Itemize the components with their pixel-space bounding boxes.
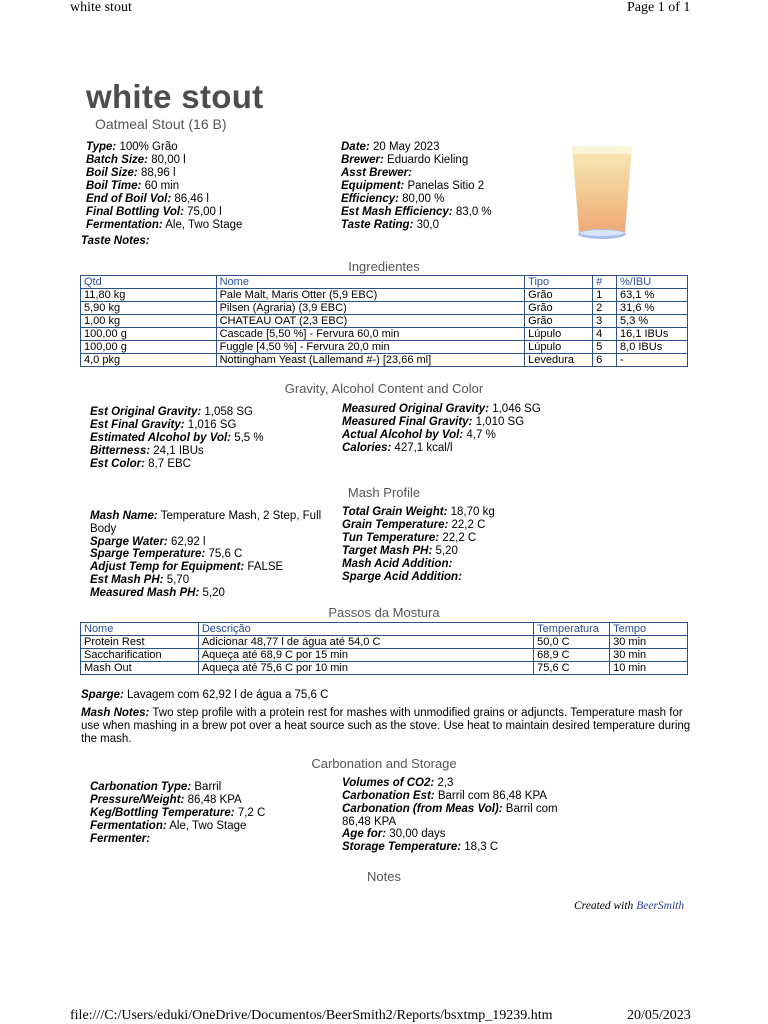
measured-original-gravity: Measured Original Gravity: 1,046 SG — [342, 403, 541, 415]
beersmith-link[interactable]: BeerSmith — [636, 900, 685, 912]
table-cell: - — [617, 354, 688, 367]
table-cell: 31,6 % — [617, 302, 688, 315]
actual-alcohol: Actual Alcohol by Vol: 4,7 % — [342, 429, 496, 441]
table-cell: 4,0 pkg — [81, 354, 217, 367]
table-cell: Aqueça até 68,9 C por 15 min — [198, 649, 533, 662]
mash-notes: Mash Notes: Two step profile with a protein rest for mashes with unmodified grains or adjuncts. Temperature mash for use when mashing in a brew pot over a heat source such as the stove. Use heat to maintain desired temperature during the mash. — [81, 707, 691, 745]
column-header: # — [593, 276, 617, 289]
table-cell: Lúpulo — [525, 341, 593, 354]
mash-steps-table — [80, 622, 688, 675]
print-header-title: white stout — [70, 0, 132, 15]
table-row — [81, 289, 688, 302]
table-cell: Adicionar 48,77 l de água até 54,0 C — [198, 636, 533, 649]
table-cell: 2 — [593, 302, 617, 315]
info-brewer: Brewer: Eduardo Kieling — [341, 154, 469, 166]
sparge-temperature: Sparge Temperature: 75,6 C — [90, 548, 243, 560]
table-cell: 5 — [593, 341, 617, 354]
pressure-weight: Pressure/Weight: 86,48 KPA — [90, 794, 242, 806]
column-header: Tempo — [610, 623, 688, 636]
table-cell: Grão — [525, 302, 593, 315]
table-cell: Grão — [525, 289, 593, 302]
carbonation-type: Carbonation Type: Barril — [90, 781, 222, 793]
calories: Calories: 427,1 kcal/l — [342, 442, 453, 454]
storage-temperature: Storage Temperature: 18,3 C — [342, 841, 499, 853]
table-row — [81, 302, 688, 315]
age-for: Age for: 30,00 days — [342, 828, 446, 840]
column-header: Nome — [216, 276, 525, 289]
table-cell: Pilsen (Agraria) (3,9 EBC) — [216, 302, 525, 315]
info-taste-notes: Taste Notes: — [81, 235, 150, 247]
grain-temperature: Grain Temperature: 22,2 C — [342, 519, 486, 531]
volumes-co2: Volumes of CO2: 2,3 — [342, 777, 454, 789]
est-color: Est Color: 8,7 EBC — [90, 458, 191, 470]
table-header-row — [81, 623, 688, 636]
info-equipment: Equipment: Panelas Sitio 2 — [341, 180, 485, 192]
info-efficiency: Efficiency: 80,00 % — [341, 193, 445, 205]
target-mash-ph: Target Mash PH: 5,20 — [342, 545, 458, 557]
info-boil-size: Boil Size: 88,96 l — [86, 167, 176, 179]
column-header: Descrição — [198, 623, 533, 636]
carb-fermentation: Fermentation: Ale, Two Stage — [90, 820, 247, 832]
info-taste-rating: Taste Rating: 30,0 — [341, 219, 440, 231]
table-cell: 6 — [593, 354, 617, 367]
section-ingredients-title: Ingredientes — [348, 259, 420, 274]
table-cell: 11,80 kg — [81, 289, 217, 302]
table-cell: 1,00 kg — [81, 315, 217, 328]
keg-bottling-temperature: Keg/Bottling Temperature: 7,2 C — [90, 807, 266, 819]
est-final-gravity: Est Final Gravity: 1,016 SG — [90, 419, 237, 431]
table-cell: 5,3 % — [617, 315, 688, 328]
section-notes-title: Notes — [367, 869, 401, 884]
table-cell: Fuggle [4,50 %] - Fervura 20,0 min — [216, 341, 525, 354]
sparge-acid-addition: Sparge Acid Addition: — [342, 571, 462, 583]
table-cell: 68,9 C — [534, 649, 610, 662]
column-header: %/IBU — [617, 276, 688, 289]
est-mash-ph: Est Mash PH: 5,70 — [90, 574, 190, 586]
table-cell: Aqueça até 75,6 C por 10 min — [198, 662, 533, 675]
table-cell: 50,0 C — [534, 636, 610, 649]
table-row — [81, 636, 688, 649]
table-cell: CHATEAU OAT (2,3 EBC) — [216, 315, 525, 328]
sparge-summary: Sparge: Lavagem com 62,92 l de água a 75,6 C — [81, 689, 329, 701]
info-batch-size: Batch Size: 80,00 l — [86, 154, 186, 166]
carbonation-est: Carbonation Est: Barril com 86,48 KPA — [342, 790, 547, 802]
section-gravity-title: Gravity, Alcohol Content and Color — [284, 381, 484, 396]
table-cell: 63,1 % — [617, 289, 688, 302]
table-cell: 100,00 g — [81, 341, 217, 354]
table-cell: Pale Malt, Maris Otter (5,9 EBC) — [216, 289, 525, 302]
info-final-bottling-vol: Final Bottling Vol: 75,00 l — [86, 206, 222, 218]
table-row — [81, 662, 688, 675]
print-footer-path: file:///C:/Users/eduki/OneDrive/Documentos/BeerSmith2/Reports/bsxtmp_19239.htm — [70, 1008, 553, 1023]
adjust-temp-equipment: Adjust Temp for Equipment: FALSE — [90, 561, 284, 573]
table-cell: 4 — [593, 328, 617, 341]
estimated-alcohol: Estimated Alcohol by Vol: 5,5 % — [90, 432, 264, 444]
table-cell: 10 min — [610, 662, 688, 675]
mash-name: Mash Name: Temperature Mash, 2 Step, Full Body — [90, 510, 322, 535]
sparge-water: Sparge Water: 62,92 l — [90, 536, 206, 548]
total-grain-weight: Total Grain Weight: 18,70 kg — [342, 506, 495, 518]
table-row — [81, 341, 688, 354]
section-mash-profile-title: Mash Profile — [347, 485, 421, 500]
table-cell: 3 — [593, 315, 617, 328]
print-header — [0, 0, 768, 20]
info-est-mash-efficiency: Est Mash Efficiency: 83,0 % — [341, 206, 492, 218]
table-cell: Levedura — [525, 354, 593, 367]
table-cell: Protein Rest — [81, 636, 199, 649]
fermenter: Fermenter: — [90, 833, 151, 845]
info-date: Date: 20 May 2023 — [341, 141, 440, 153]
print-header-page: Page 1 of 1 — [627, 0, 691, 15]
table-row — [81, 354, 688, 367]
bitterness: Bitterness: 24,1 IBUs — [90, 445, 204, 457]
carbonation-meas-vol: Carbonation (from Meas Vol): Barril com 86,48 KPA — [342, 803, 558, 828]
ingredients-table — [80, 275, 688, 367]
table-cell: Cascade [5,50 %] - Fervura 60,0 min — [216, 328, 525, 341]
table-cell: 1 — [593, 289, 617, 302]
est-original-gravity: Est Original Gravity: 1,058 SG — [90, 406, 253, 418]
info-type: Type: 100% Grão — [86, 141, 178, 153]
table-cell: Lúpulo — [525, 328, 593, 341]
created-with: Created with BeerSmith — [574, 900, 685, 912]
table-row — [81, 649, 688, 662]
column-header: Temperatura — [534, 623, 610, 636]
table-cell: 30 min — [610, 636, 688, 649]
table-cell: 75,6 C — [534, 662, 610, 675]
table-cell: 5,90 kg — [81, 302, 217, 315]
column-header: Qtd — [81, 276, 217, 289]
beer-glass-icon — [567, 142, 637, 242]
table-cell: Saccharification — [81, 649, 199, 662]
table-cell: Nottingham Yeast (Lallemand #-) [23,66 ml] — [216, 354, 525, 367]
section-mash-steps-title: Passos da Mostura — [328, 605, 440, 620]
info-end-boil-vol: End of Boil Vol: 86,46 l — [86, 193, 209, 205]
table-cell: 100,00 g — [81, 328, 217, 341]
recipe-style: Oatmeal Stout (16 B) — [95, 116, 227, 132]
info-fermentation: Fermentation: Ale, Two Stage — [86, 219, 243, 231]
table-cell: Mash Out — [81, 662, 199, 675]
table-cell: Grão — [525, 315, 593, 328]
measured-mash-ph: Measured Mash PH: 5,20 — [90, 587, 225, 599]
section-carbonation-title: Carbonation and Storage — [311, 756, 457, 771]
info-asst-brewer: Asst Brewer: — [341, 167, 412, 179]
table-header-row — [81, 276, 688, 289]
recipe-title: white stout — [86, 78, 264, 115]
table-row — [81, 315, 688, 328]
table-row — [81, 328, 688, 341]
table-cell: 16,1 IBUs — [617, 328, 688, 341]
measured-final-gravity: Measured Final Gravity: 1,010 SG — [342, 416, 525, 428]
mash-acid-addition: Mash Acid Addition: — [342, 558, 453, 570]
tun-temperature: Tun Temperature: 22,2 C — [342, 532, 477, 544]
column-header: Tipo — [525, 276, 593, 289]
table-cell: 8,0 IBUs — [617, 341, 688, 354]
print-footer-date: 20/05/2023 — [627, 1008, 691, 1023]
column-header: Nome — [81, 623, 199, 636]
info-boil-time: Boil Time: 60 min — [86, 180, 180, 192]
table-cell: 30 min — [610, 649, 688, 662]
